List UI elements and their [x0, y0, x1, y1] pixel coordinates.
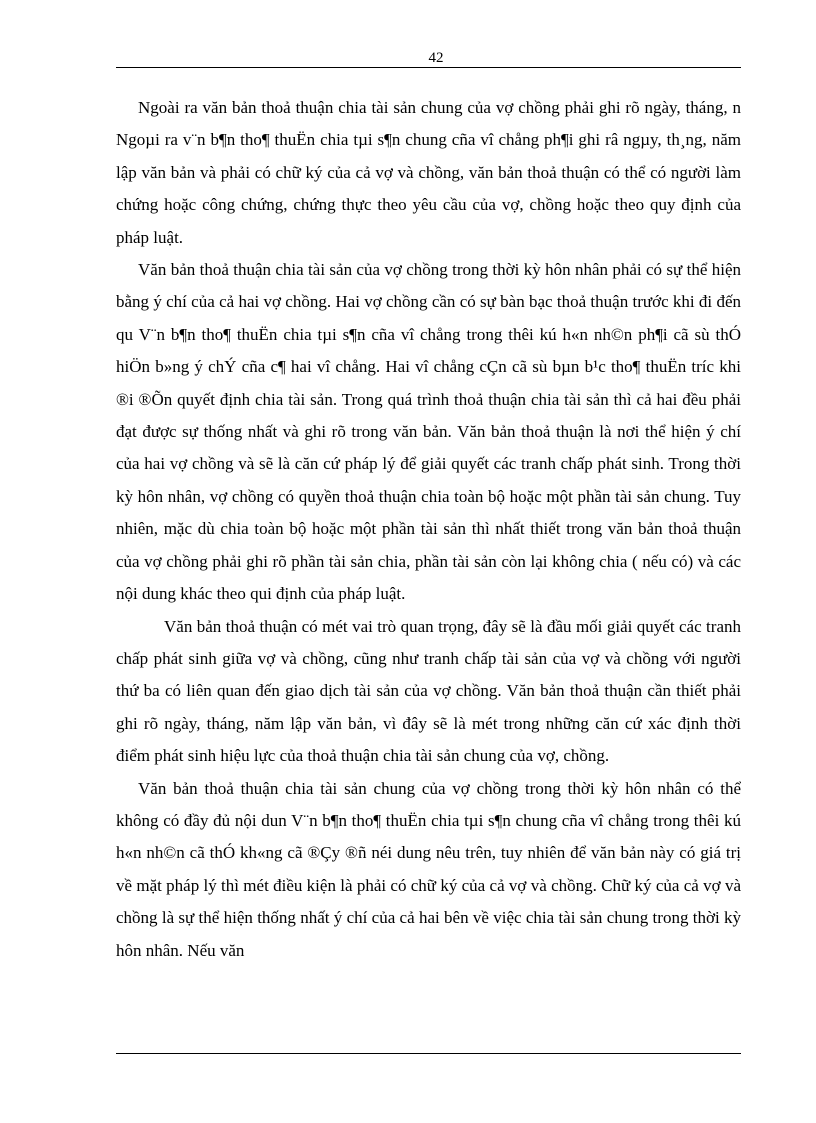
- document-body: [116, 92, 741, 967]
- paragraph-1: Ngoài ra văn bản thoả thuận chia tài sản chung của vợ chồng phải ghi rõ ngày, tháng, n Ngoµi ra v¨n b¶n tho¶ thuËn chia tµi s¶n chung cña vî chång ph¶i ghi râ ngµy, th¸ng, năm lập văn bản và phải có chữ ký của cả vợ và chồng, văn bản thoả thuận có thể có người làm chứng hoặc công chứng, chứng thực theo yêu cầu của vợ, chồng hoặc theo quy định của pháp luật.: [116, 98, 741, 247]
- paragraph-3: Văn bản thoả thuận có mét vai trò quan trọng, đây sẽ là đầu mối giải quyết các tranh chấp phát sinh giữa vợ và chồng, cũng như tranh chấp tài sản của vợ và chồng với người thứ ba có liên quan đến giao dịch tài sản của vợ chồng. Văn bản thoả thuận cần thiết phải ghi rõ ngày, tháng, năm lập văn bản, vì đây sẽ là mét trong những căn cứ xác định thời điểm phát sinh hiệu lực của thoả thuận chia tài sản chung của vợ, chồng.: [116, 616, 741, 766]
- paragraph-4: Văn bản thoả thuận chia tài sản chung của vợ chồng trong thời kỳ hôn nhân có thể không có đầy đủ nội dun V¨n b¶n tho¶ thuËn chia tµi s¶n chung cña vî chång trong thêi kú h«n nh©n cã thÓ kh«ng cã ®Çy ®ñ néi dung nêu trên, tuy nhiên để văn bản này có giá trị về mặt pháp lý thì mét điều kiện là phải có chữ ký của cả vợ và chồng. Chữ ký của cả vợ và chồng là sự thể hiện thống nhất ý chí của cả hai bên về việc chia tài sản chung trong thời kỳ hôn nhân. Nếu văn: [116, 778, 741, 960]
- page-number: 42: [428, 50, 444, 66]
- footer-rule: [116, 1053, 741, 1054]
- paragraph-2: Văn bản thoả thuận chia tài sản của vợ chồng trong thời kỳ hôn nhân phải có sự thể hiện bằng ý chí của cả hai vợ chồng. Hai vợ chồng cần có sự bàn bạc thoả thuận trước khi đi đến qu V¨n b¶n tho¶ thuËn chia tµi s¶n cña vî chång trong thêi kú h«n nh©n ph¶i cã sù thÓ hiÖn b»ng ý chÝ cña c¶ hai vî chång. Hai vî chång cÇn cã sù bµn b¹c tho¶ thuËn tríc khi ®i ®Õn quyết định chia tài sản. Trong quá trình thoả thuận chia tài sản thì cả hai đều phải đạt được sự thống nhất và ghi rõ trong văn bản. Văn bản thoả thuận là nơi thể hiện ý chí của hai vợ chồng và sẽ là căn cứ pháp lý để giải quyết các tranh chấp phát sinh. Trong thời kỳ hôn nhân, vợ chồng có quyền thoả thuận chia toàn bộ hoặc một phần tài sản chung. Tuy nhiên, mặc dù chia toàn bộ hoặc một phần tài sản thì nhất thiết trong văn bản thoả thuận của vợ chồng phải ghi rõ phần tài sản chia, phần tài sản còn lại không chia ( nếu có) và các nội dung khác theo qui định của pháp luật.: [116, 260, 741, 604]
- header-rule: [116, 67, 741, 68]
